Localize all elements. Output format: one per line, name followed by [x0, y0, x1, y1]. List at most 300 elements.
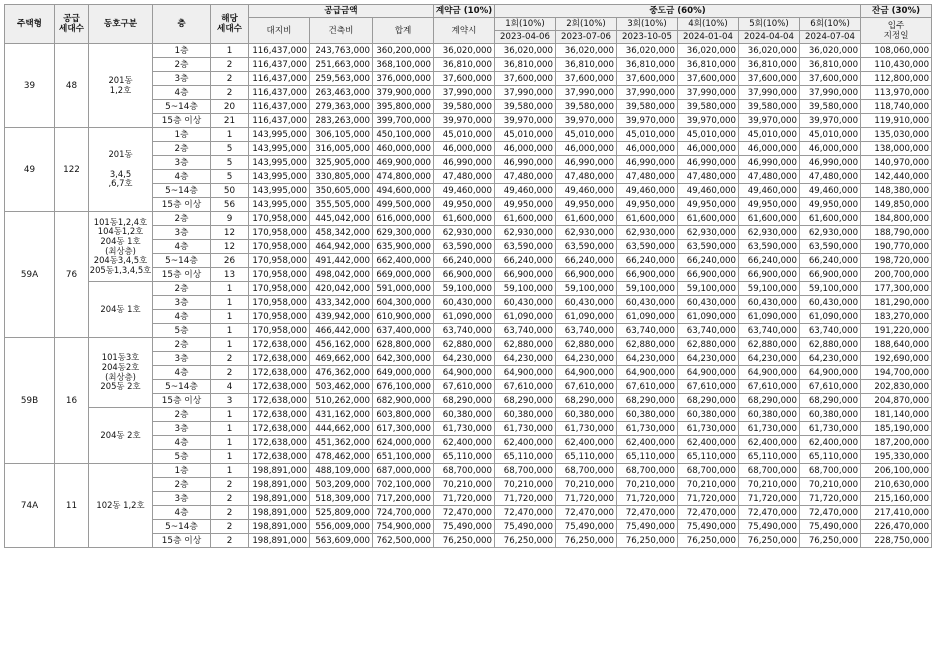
cell-units: 2 — [211, 478, 249, 492]
cell-land: 143,995,000 — [249, 156, 310, 170]
cell-installment: 49,460,000 — [678, 184, 739, 198]
cell-installment: 61,600,000 — [739, 212, 800, 226]
cell-installment: 47,480,000 — [739, 170, 800, 184]
cell-total: 662,400,000 — [373, 254, 434, 268]
cell-total: 649,000,000 — [373, 366, 434, 380]
cell-land: 172,638,000 — [249, 380, 310, 394]
table-row — [5, 338, 932, 352]
table-header — [5, 5, 932, 44]
cell-installment: 59,100,000 — [495, 282, 556, 296]
cell-deposit: 37,600,000 — [434, 72, 495, 86]
cell-installment: 65,110,000 — [617, 450, 678, 464]
cell-total: 395,800,000 — [373, 100, 434, 114]
cell-installment: 63,590,000 — [800, 240, 861, 254]
cell-units: 5 — [211, 170, 249, 184]
cell-total: 682,900,000 — [373, 394, 434, 408]
cell-deposit: 39,580,000 — [434, 100, 495, 114]
cell-units: 5 — [211, 156, 249, 170]
cell-installment: 49,950,000 — [678, 198, 739, 212]
cell-installment: 45,010,000 — [495, 128, 556, 142]
cell-installment: 60,380,000 — [556, 408, 617, 422]
cell-installment: 49,460,000 — [556, 184, 617, 198]
cell-dong: 204동 2호 — [89, 408, 153, 464]
cell-building: 433,342,000 — [310, 296, 373, 310]
cell-installment: 36,810,000 — [800, 58, 861, 72]
cell-building: 498,042,000 — [310, 268, 373, 282]
cell-installment: 63,740,000 — [678, 324, 739, 338]
cell-floor: 15층 이상 — [153, 534, 211, 548]
cell-total: 360,200,000 — [373, 44, 434, 58]
cell-installment: 46,000,000 — [678, 142, 739, 156]
header-installment-date: 2024-01-04 — [678, 31, 739, 44]
cell-deposit: 49,460,000 — [434, 184, 495, 198]
cell-type: 74A — [5, 464, 55, 548]
cell-installment: 75,490,000 — [556, 520, 617, 534]
header-balance-when: 입주 지정일 — [861, 18, 932, 44]
cell-land: 170,958,000 — [249, 268, 310, 282]
cell-land: 116,437,000 — [249, 72, 310, 86]
cell-installment: 37,990,000 — [739, 86, 800, 100]
cell-units: 3 — [211, 394, 249, 408]
cell-installment: 75,490,000 — [800, 520, 861, 534]
cell-units: 56 — [211, 198, 249, 212]
cell-installment: 36,020,000 — [800, 44, 861, 58]
cell-units: 2 — [211, 58, 249, 72]
cell-installment: 75,490,000 — [739, 520, 800, 534]
cell-balance: 198,720,000 — [861, 254, 932, 268]
cell-installment: 62,880,000 — [556, 338, 617, 352]
cell-balance: 119,910,000 — [861, 114, 932, 128]
cell-total: 669,000,000 — [373, 268, 434, 282]
cell-installment: 39,970,000 — [556, 114, 617, 128]
cell-total: 379,900,000 — [373, 86, 434, 100]
cell-deposit: 47,480,000 — [434, 170, 495, 184]
cell-installment: 63,740,000 — [617, 324, 678, 338]
cell-installment: 64,900,000 — [495, 366, 556, 380]
cell-total: 474,800,000 — [373, 170, 434, 184]
cell-building: 431,162,000 — [310, 408, 373, 422]
cell-installment: 39,970,000 — [495, 114, 556, 128]
cell-floor: 4층 — [153, 310, 211, 324]
cell-floor: 2층 — [153, 212, 211, 226]
header-floor: 층 — [153, 5, 211, 44]
cell-deposit: 39,970,000 — [434, 114, 495, 128]
cell-total: 642,300,000 — [373, 352, 434, 366]
cell-floor: 2층 — [153, 282, 211, 296]
cell-balance: 217,410,000 — [861, 506, 932, 520]
cell-dong: 102동 1,2호 — [89, 464, 153, 548]
cell-installment: 37,600,000 — [556, 72, 617, 86]
cell-building: 445,042,000 — [310, 212, 373, 226]
header-land: 대지비 — [249, 18, 310, 44]
cell-deposit: 68,290,000 — [434, 394, 495, 408]
cell-floor: 15층 이상 — [153, 198, 211, 212]
cell-floor: 5층 — [153, 324, 211, 338]
cell-balance: 110,430,000 — [861, 58, 932, 72]
cell-installment: 59,100,000 — [617, 282, 678, 296]
cell-installment: 66,240,000 — [800, 254, 861, 268]
cell-type: 59A — [5, 212, 55, 338]
cell-installment: 49,950,000 — [495, 198, 556, 212]
cell-installment: 75,490,000 — [617, 520, 678, 534]
header-installment-label: 1회(10%) — [495, 18, 556, 31]
cell-installment: 60,380,000 — [495, 408, 556, 422]
cell-installment: 46,990,000 — [800, 156, 861, 170]
cell-building: 306,105,000 — [310, 128, 373, 142]
cell-installment: 37,990,000 — [556, 86, 617, 100]
cell-floor: 4층 — [153, 366, 211, 380]
cell-installment: 59,100,000 — [556, 282, 617, 296]
cell-deposit: 62,930,000 — [434, 226, 495, 240]
cell-installment: 61,730,000 — [800, 422, 861, 436]
cell-installment: 70,210,000 — [556, 478, 617, 492]
cell-supply-units: 16 — [55, 338, 89, 464]
cell-installment: 67,610,000 — [617, 380, 678, 394]
cell-balance: 192,690,000 — [861, 352, 932, 366]
cell-installment: 46,000,000 — [556, 142, 617, 156]
cell-building: 466,442,000 — [310, 324, 373, 338]
cell-total: 637,400,000 — [373, 324, 434, 338]
cell-installment: 68,290,000 — [739, 394, 800, 408]
cell-building: 556,009,000 — [310, 520, 373, 534]
cell-units: 1 — [211, 324, 249, 338]
cell-units: 9 — [211, 212, 249, 226]
cell-installment: 68,290,000 — [495, 394, 556, 408]
cell-total: 399,700,000 — [373, 114, 434, 128]
cell-land: 198,891,000 — [249, 506, 310, 520]
table-row — [5, 212, 932, 226]
cell-installment: 68,700,000 — [739, 464, 800, 478]
cell-installment: 64,230,000 — [556, 352, 617, 366]
cell-installment: 49,460,000 — [739, 184, 800, 198]
cell-installment: 36,020,000 — [556, 44, 617, 58]
cell-balance: 142,440,000 — [861, 170, 932, 184]
cell-installment: 46,000,000 — [495, 142, 556, 156]
cell-installment: 75,490,000 — [678, 520, 739, 534]
cell-installment: 45,010,000 — [739, 128, 800, 142]
cell-balance: 185,190,000 — [861, 422, 932, 436]
cell-installment: 39,970,000 — [617, 114, 678, 128]
cell-building: 451,362,000 — [310, 436, 373, 450]
cell-installment: 36,020,000 — [617, 44, 678, 58]
cell-installment: 39,970,000 — [800, 114, 861, 128]
price-table — [4, 4, 932, 548]
cell-installment: 37,990,000 — [678, 86, 739, 100]
cell-installment: 70,210,000 — [678, 478, 739, 492]
cell-floor: 3층 — [153, 422, 211, 436]
cell-deposit: 61,730,000 — [434, 422, 495, 436]
cell-floor: 1층 — [153, 128, 211, 142]
cell-deposit: 67,610,000 — [434, 380, 495, 394]
cell-installment: 67,610,000 — [739, 380, 800, 394]
cell-total: 628,800,000 — [373, 338, 434, 352]
cell-deposit: 66,240,000 — [434, 254, 495, 268]
cell-land: 143,995,000 — [249, 184, 310, 198]
cell-units: 1 — [211, 44, 249, 58]
cell-installment: 68,700,000 — [617, 464, 678, 478]
cell-floor: 15층 이상 — [153, 394, 211, 408]
cell-total: 724,700,000 — [373, 506, 434, 520]
cell-installment: 47,480,000 — [495, 170, 556, 184]
header-installment-date: 2023-04-06 — [495, 31, 556, 44]
cell-floor: 4층 — [153, 170, 211, 184]
cell-building: 259,563,000 — [310, 72, 373, 86]
cell-deposit: 72,470,000 — [434, 506, 495, 520]
cell-installment: 66,900,000 — [800, 268, 861, 282]
cell-deposit: 59,100,000 — [434, 282, 495, 296]
cell-building: 503,462,000 — [310, 380, 373, 394]
cell-building: 283,263,000 — [310, 114, 373, 128]
cell-supply-units: 122 — [55, 128, 89, 212]
cell-building: 263,463,000 — [310, 86, 373, 100]
cell-land: 170,958,000 — [249, 310, 310, 324]
cell-installment: 61,600,000 — [678, 212, 739, 226]
cell-land: 198,891,000 — [249, 534, 310, 548]
cell-installment: 66,900,000 — [739, 268, 800, 282]
cell-units: 1 — [211, 408, 249, 422]
cell-installment: 60,430,000 — [556, 296, 617, 310]
cell-installment: 64,230,000 — [617, 352, 678, 366]
header-dong: 동호구분 — [89, 5, 153, 44]
cell-land: 170,958,000 — [249, 254, 310, 268]
cell-balance: 149,850,000 — [861, 198, 932, 212]
cell-installment: 37,600,000 — [617, 72, 678, 86]
cell-land: 143,995,000 — [249, 128, 310, 142]
cell-installment: 62,930,000 — [678, 226, 739, 240]
cell-total: 469,900,000 — [373, 156, 434, 170]
cell-installment: 37,600,000 — [678, 72, 739, 86]
cell-installment: 68,290,000 — [678, 394, 739, 408]
cell-installment: 37,990,000 — [495, 86, 556, 100]
cell-deposit: 66,900,000 — [434, 268, 495, 282]
cell-units: 1 — [211, 450, 249, 464]
cell-balance: 138,000,000 — [861, 142, 932, 156]
cell-installment: 66,900,000 — [678, 268, 739, 282]
cell-floor: 3층 — [153, 296, 211, 310]
cell-installment: 68,290,000 — [800, 394, 861, 408]
cell-installment: 61,090,000 — [739, 310, 800, 324]
cell-installment: 47,480,000 — [800, 170, 861, 184]
cell-land: 172,638,000 — [249, 366, 310, 380]
cell-balance: 135,030,000 — [861, 128, 932, 142]
cell-deposit: 60,380,000 — [434, 408, 495, 422]
cell-total: 624,000,000 — [373, 436, 434, 450]
cell-supply-units: 48 — [55, 44, 89, 128]
cell-installment: 65,110,000 — [678, 450, 739, 464]
cell-installment: 45,010,000 — [617, 128, 678, 142]
cell-building: 488,109,000 — [310, 464, 373, 478]
cell-total: 651,100,000 — [373, 450, 434, 464]
cell-dong: 101동3호 204동2호 (최상층) 205동 2호 — [89, 338, 153, 408]
cell-balance: 202,830,000 — [861, 380, 932, 394]
cell-units: 1 — [211, 128, 249, 142]
cell-installment: 61,090,000 — [495, 310, 556, 324]
cell-installment: 61,090,000 — [800, 310, 861, 324]
cell-units: 13 — [211, 268, 249, 282]
cell-floor: 5~14층 — [153, 380, 211, 394]
cell-type: 49 — [5, 128, 55, 212]
cell-deposit: 36,020,000 — [434, 44, 495, 58]
cell-installment: 76,250,000 — [617, 534, 678, 548]
header-installment-label: 4회(10%) — [678, 18, 739, 31]
cell-installment: 63,590,000 — [495, 240, 556, 254]
cell-balance: 190,770,000 — [861, 240, 932, 254]
header-type: 주택형 — [5, 5, 55, 44]
cell-balance: 181,290,000 — [861, 296, 932, 310]
cell-installment: 76,250,000 — [739, 534, 800, 548]
cell-land: 143,995,000 — [249, 170, 310, 184]
cell-installment: 76,250,000 — [800, 534, 861, 548]
cell-land: 170,958,000 — [249, 226, 310, 240]
cell-land: 172,638,000 — [249, 450, 310, 464]
cell-total: 591,000,000 — [373, 282, 434, 296]
cell-installment: 61,730,000 — [678, 422, 739, 436]
cell-installment: 46,990,000 — [617, 156, 678, 170]
cell-installment: 71,720,000 — [617, 492, 678, 506]
cell-installment: 46,990,000 — [739, 156, 800, 170]
cell-total: 460,000,000 — [373, 142, 434, 156]
cell-deposit: 64,900,000 — [434, 366, 495, 380]
header-installment-label: 3회(10%) — [617, 18, 678, 31]
cell-deposit: 75,490,000 — [434, 520, 495, 534]
cell-installment: 39,580,000 — [678, 100, 739, 114]
cell-deposit: 64,230,000 — [434, 352, 495, 366]
header-supply-units: 공급 세대수 — [55, 5, 89, 44]
cell-land: 116,437,000 — [249, 58, 310, 72]
header-building: 건축비 — [310, 18, 373, 44]
table-row — [5, 464, 932, 478]
cell-total: 494,600,000 — [373, 184, 434, 198]
cell-installment: 62,930,000 — [739, 226, 800, 240]
cell-building: 316,005,000 — [310, 142, 373, 156]
cell-building: 491,442,000 — [310, 254, 373, 268]
cell-units: 20 — [211, 100, 249, 114]
cell-installment: 59,100,000 — [739, 282, 800, 296]
cell-installment: 68,290,000 — [617, 394, 678, 408]
cell-installment: 67,610,000 — [678, 380, 739, 394]
cell-supply-units: 76 — [55, 212, 89, 338]
cell-installment: 36,810,000 — [678, 58, 739, 72]
cell-floor: 2층 — [153, 408, 211, 422]
cell-units: 1 — [211, 436, 249, 450]
cell-land: 172,638,000 — [249, 436, 310, 450]
cell-installment: 49,950,000 — [617, 198, 678, 212]
cell-installment: 60,430,000 — [800, 296, 861, 310]
cell-installment: 47,480,000 — [617, 170, 678, 184]
cell-floor: 5층 — [153, 450, 211, 464]
cell-units: 1 — [211, 464, 249, 478]
cell-dong: 101동1,2,4호 104동1,2호 204동 1호 (최상층) 204동3,4,5호 205동1,3,4,5호 — [89, 212, 153, 282]
cell-floor: 5~14층 — [153, 254, 211, 268]
cell-floor: 4층 — [153, 436, 211, 450]
cell-units: 2 — [211, 72, 249, 86]
cell-installment: 71,720,000 — [495, 492, 556, 506]
cell-installment: 72,470,000 — [495, 506, 556, 520]
cell-installment: 45,010,000 — [800, 128, 861, 142]
cell-floor: 2층 — [153, 478, 211, 492]
cell-installment: 67,610,000 — [800, 380, 861, 394]
cell-deposit: 62,880,000 — [434, 338, 495, 352]
cell-total: 762,500,000 — [373, 534, 434, 548]
cell-installment: 37,990,000 — [800, 86, 861, 100]
header-installment-date: 2024-04-04 — [739, 31, 800, 44]
cell-installment: 64,900,000 — [556, 366, 617, 380]
cell-building: 279,363,000 — [310, 100, 373, 114]
cell-installment: 64,900,000 — [617, 366, 678, 380]
cell-deposit: 71,720,000 — [434, 492, 495, 506]
cell-installment: 61,600,000 — [495, 212, 556, 226]
cell-installment: 62,930,000 — [800, 226, 861, 240]
cell-dong: 201동 3,4,5 ,6,7호 — [89, 128, 153, 212]
cell-units: 1 — [211, 296, 249, 310]
cell-total: 717,200,000 — [373, 492, 434, 506]
cell-installment: 62,880,000 — [678, 338, 739, 352]
cell-dong: 201동 1,2호 — [89, 44, 153, 128]
cell-installment: 46,000,000 — [739, 142, 800, 156]
cell-land: 170,958,000 — [249, 212, 310, 226]
cell-land: 143,995,000 — [249, 198, 310, 212]
cell-installment: 49,460,000 — [800, 184, 861, 198]
header-supply-price: 공급금액 — [249, 5, 434, 18]
cell-total: 702,100,000 — [373, 478, 434, 492]
cell-land: 116,437,000 — [249, 114, 310, 128]
cell-balance: 148,380,000 — [861, 184, 932, 198]
cell-installment: 62,400,000 — [617, 436, 678, 450]
cell-floor: 3층 — [153, 352, 211, 366]
cell-installment: 61,730,000 — [739, 422, 800, 436]
header-total: 합계 — [373, 18, 434, 44]
cell-installment: 76,250,000 — [678, 534, 739, 548]
cell-installment: 39,580,000 — [495, 100, 556, 114]
cell-installment: 64,900,000 — [678, 366, 739, 380]
cell-units: 50 — [211, 184, 249, 198]
cell-installment: 65,110,000 — [495, 450, 556, 464]
cell-total: 499,500,000 — [373, 198, 434, 212]
cell-units: 21 — [211, 114, 249, 128]
cell-installment: 63,740,000 — [739, 324, 800, 338]
cell-land: 170,958,000 — [249, 282, 310, 296]
cell-building: 464,942,000 — [310, 240, 373, 254]
cell-balance: 200,700,000 — [861, 268, 932, 282]
header-middle: 중도금 (60%) — [495, 5, 861, 18]
cell-floor: 4층 — [153, 240, 211, 254]
cell-installment: 62,400,000 — [739, 436, 800, 450]
cell-installment: 68,700,000 — [800, 464, 861, 478]
cell-land: 198,891,000 — [249, 478, 310, 492]
cell-installment: 64,900,000 — [800, 366, 861, 380]
cell-type: 39 — [5, 44, 55, 128]
cell-floor: 1층 — [153, 44, 211, 58]
cell-deposit: 60,430,000 — [434, 296, 495, 310]
cell-installment: 49,460,000 — [495, 184, 556, 198]
cell-installment: 37,600,000 — [739, 72, 800, 86]
header-installment-label: 5회(10%) — [739, 18, 800, 31]
cell-installment: 63,590,000 — [556, 240, 617, 254]
header-units: 해당 세대수 — [211, 5, 249, 44]
cell-balance: 210,630,000 — [861, 478, 932, 492]
cell-building: 251,663,000 — [310, 58, 373, 72]
cell-land: 172,638,000 — [249, 394, 310, 408]
cell-installment: 64,230,000 — [495, 352, 556, 366]
cell-installment: 60,430,000 — [739, 296, 800, 310]
cell-total: 604,300,000 — [373, 296, 434, 310]
cell-floor: 3층 — [153, 156, 211, 170]
cell-installment: 76,250,000 — [495, 534, 556, 548]
cell-installment: 37,600,000 — [495, 72, 556, 86]
cell-installment: 71,720,000 — [678, 492, 739, 506]
cell-building: 456,162,000 — [310, 338, 373, 352]
cell-installment: 70,210,000 — [800, 478, 861, 492]
